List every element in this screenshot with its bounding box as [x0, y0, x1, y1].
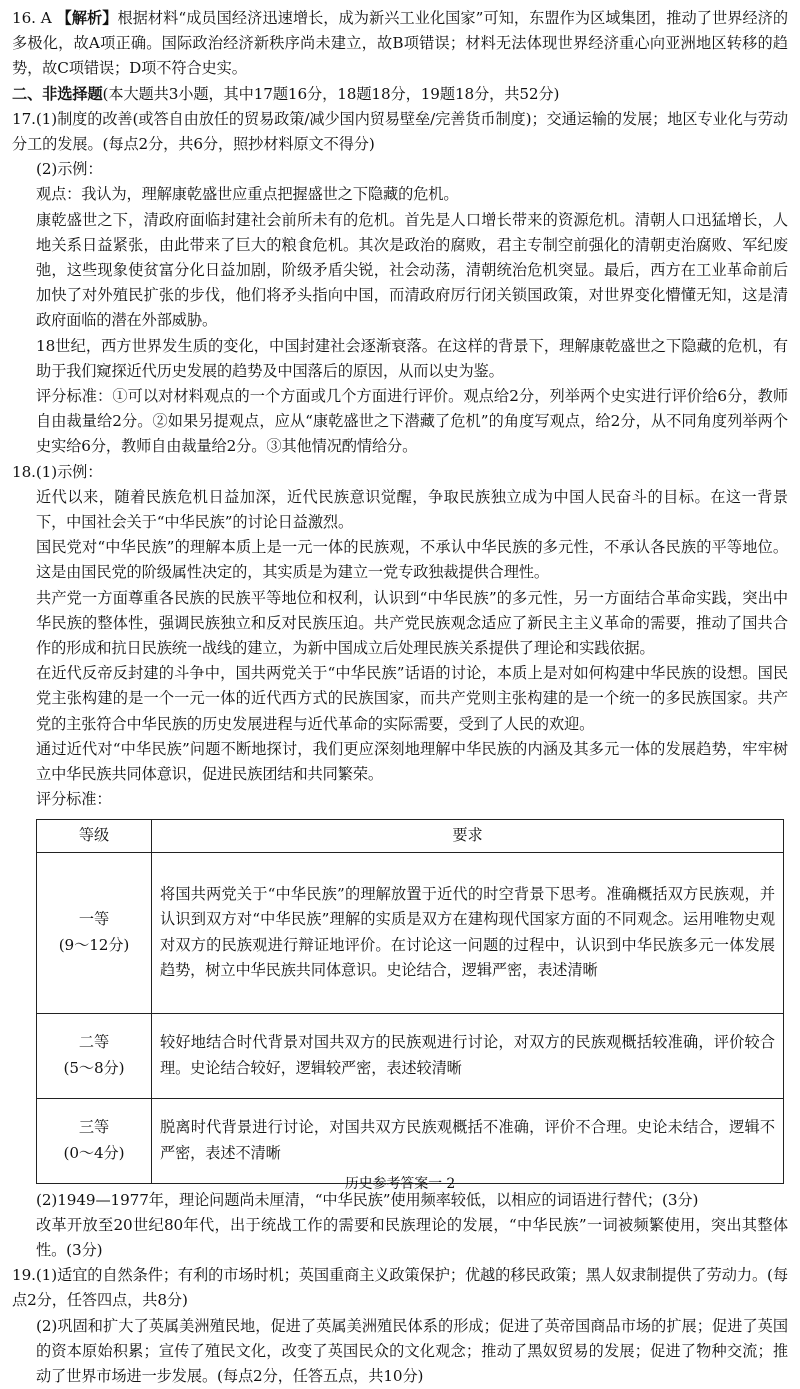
q18-para1: 近代以来，随着民族危机日益加深，近代民族意识觉醒，争取民族独立成为中国人民奋斗的目标。在这一背景下，中国社会关于“中华民族”的讨论日益激烈。	[36, 487, 788, 532]
q18-criteria-label: 评分标准：	[36, 790, 112, 809]
q19-part1	[12, 1263, 788, 1313]
q17-part1	[12, 107, 788, 157]
q17-para2: 18世纪，西方世界发生质的变化，中国封建社会逐渐衰落。在这样的背景下，理解康乾盛世之下隐藏的危机，有助于我们窥探近代历史发展的趋势及中国落后的原因，从而以史为鉴。	[36, 336, 788, 380]
level-name: 二等	[78, 1033, 110, 1052]
q18-part2: (2)1949—1977年，理论问题尚未厘清，“中华民族”使用频率较低，以相应的词语进行替代；(3分)	[36, 1190, 699, 1209]
q18-para5: 通过近代对“中华民族”问题不断地探讨，我们更应深刻地理解中华民族的内涵及其多元一体的发展趋势，牢牢树立中华民族共同体意识，促进民族团结和共同繁荣。	[36, 739, 788, 784]
q18-part1-heading	[12, 460, 788, 485]
section-note: (本大题共3小题，其中17题16分，18题18分，19题18分，共52分)	[102, 84, 560, 103]
q18-para4: 在近代反帝反封建的斗争中，国共两党关于“中华民族”话语的讨论，本质上是对如何构建中华民族的设想。国民党主张构建的是一个一元一体的近代西方式的民族国家，而共产党则主张构建的是一个统一的多民族国家。共产党的主张符合中华民族的历史发展进程与近代革命的实际需要，受到了人民的欢迎。	[36, 664, 788, 733]
q17-label: 17.	[12, 109, 36, 128]
q17-part2-label: (2)示例：	[36, 160, 103, 179]
level-cell	[37, 1013, 152, 1098]
table-row	[37, 1098, 784, 1183]
q19-label: 19.	[12, 1266, 36, 1285]
q18-para3: 共产党一方面尊重各民族的民族平等地位和权利，认识到“中华民族”的多元性，另一方面结合革命实践，突出中华民族的整体性，强调民族独立和反对民族压迫。共产党民族观念适应了新民主主义革命的需要，推动了国共合作的形成和抗日民族统一战线的建立，为新中国成立后处理民族关系提供了理论和实践依据。	[36, 588, 788, 658]
page-footer: 历史参考答案一 2	[344, 1176, 456, 1192]
level-score: (9～12分)	[58, 935, 130, 954]
section-title: 二、非选择题	[12, 84, 103, 103]
grading-table	[36, 819, 784, 1184]
q18-para2: 国民党对“中华民族”的理解本质上是一元一体的民族观，不承认中华民族的多元性，不承认各民族的平等地位。这是由国民党的阶级属性决定的，其实质是为建立一党专政独裁提供合理性。	[36, 538, 788, 582]
level-cell	[37, 1098, 152, 1183]
q18-part2b: 改革开放至20世纪80年代，出于统战工作的需要和民族理论的发展，“中华民族”一词被频繁使用，突出其整体性。(3分)	[36, 1215, 788, 1259]
table-row	[37, 852, 784, 1013]
level-name: 三等	[78, 1118, 110, 1137]
q18-label: 18.	[12, 462, 36, 481]
q16-analysis-text: 根据材料“成员国经济迅速增长，成为新兴工业化国家”可知，东盟作为区域集团，推动了世界经济的多极化，故A项正确。国际政治经济新秩序尚未建立，故B项错误；材料无法体现世界经济重心向亚洲地区转移的趋势，故C项错误；D项不符合史实。	[12, 9, 789, 78]
q17-para1: 康乾盛世之下，清政府面临封建社会前所未有的危机。首先是人口增长带来的资源危机。清朝人口迅猛增长，人地关系日益紧张，由此带来了巨大的粮食危机。其次是政治的腐败，君主专制空前强化的清朝吏治腐败、军纪废弛，这些现象使贫富分化日益加剧，阶级矛盾尖锐，社会动荡，清朝统治危机突显。最后，西方在工业革命前后加快了对外殖民扩张的步伐，他们将矛头指向中国，而清政府厉行闭关锁国政策，对世界变化懵懂无知，这是清政府面临的潜在外部威胁。	[36, 210, 788, 330]
q19-part2: (2)巩固和扩大了英属美洲殖民地，促进了英属美洲殖民体系的形成；促进了英帝国商品市场的扩展；促进了英国的资本原始积累；宣传了殖民文化，改变了英国民众的文化观念；推动了黑奴贸易的发展；促进了物种交流；推动了世界市场进一步发展。(每点2分，任答五点，共10分)	[36, 1316, 788, 1385]
requirement-cell: 较好地结合时代背景对国共双方的民族观进行讨论，对双方的民族观概括较准确，评价较合理。史论结合较好，逻辑较严密，表述较清晰	[152, 1013, 784, 1098]
q19-part1-text: (1)适宜的自然条件；有利的市场时机；英国重商主义政策保护；优越的移民政策；黑人奴隶制提供了劳动力。(每点2分，任答四点，共8分)	[12, 1266, 788, 1310]
q17-view: 观点：我认为，理解康乾盛世应重点把握盛世之下隐藏的危机。	[36, 185, 459, 204]
requirement-cell: 将国共两党关于“中华民族”的理解放置于近代的时空背景下思考。准确概括双方民族观，并认识到双方对“中华民族”理解的实质是双方在建构现代国家方面的不同观念。运用唯物史观对双方的民族观进行辩证地评价。在讨论这一问题的过程中，认识到中华民族多元一体发展趋势，树立中华民族共同体意识。史论结合，逻辑严密，表述清晰	[152, 852, 784, 1013]
level-score: (0～4分)	[63, 1143, 125, 1162]
level-cell	[37, 852, 152, 1013]
requirement-cell: 脱离时代背景进行讨论，对国共双方民族观概括不准确，评价不合理。史论未结合，逻辑不严密，表述不清晰	[152, 1098, 784, 1183]
q16-answer	[12, 6, 788, 82]
table-row	[37, 1013, 784, 1098]
level-name: 一等	[78, 910, 110, 929]
q16-label: 16. A	[12, 9, 52, 27]
col-level-header: 等级	[37, 819, 152, 852]
q17-criteria: 评分标准：①可以对材料观点的一个方面或几个方面进行评价。观点给2分，列举两个史实进行评价给6分，教师自由裁量给2分。②如果另提观点，应从“康乾盛世之下潜藏了危机”的角度写观点，给2分，从不同角度列举两个史实给6分，教师自由裁量给2分。③其他情况酌情给分。	[36, 387, 788, 456]
q18-part1-label: (1)示例：	[35, 462, 103, 481]
col-requirement-header: 要求	[152, 819, 784, 852]
section-heading	[12, 82, 788, 107]
q17-part1-text: (1)制度的改善(或答自由放任的贸易政策/减少国内贸易壁垒/完善货币制度)；交通运输的发展；地区专业化与劳动分工的发展。(每点2分，共6分，照抄材料原文不得分)	[12, 109, 788, 154]
level-score: (5～8分)	[63, 1058, 125, 1077]
q16-analysis-tag: 【解析】	[56, 9, 118, 27]
grading-table-header	[37, 819, 784, 852]
